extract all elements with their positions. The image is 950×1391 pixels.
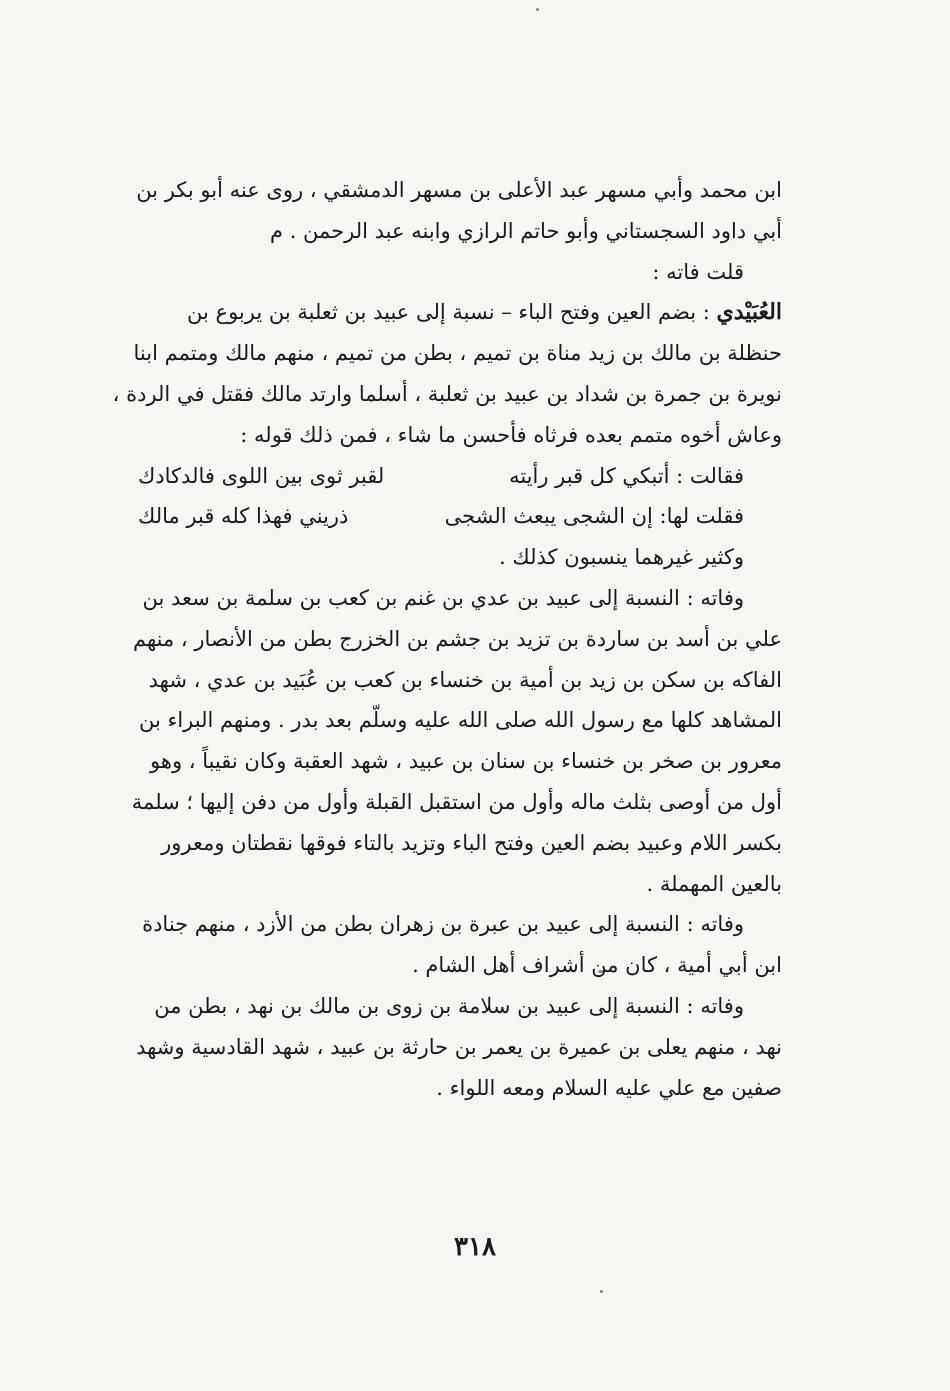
scan-speck (536, 8, 539, 11)
poem-verse (98, 456, 782, 497)
text-line: ابن أبي أمية ، كان من أشراف أهل الشام . (412, 953, 782, 978)
text-line: قلت فاته : (652, 259, 744, 284)
scan-speck (600, 1290, 603, 1293)
verse-first-hemistich: فقالت : أتبكي كل قبر رأيته (509, 463, 744, 488)
text-line: وفاته : النسبة إلى عبيد بن سلامة بن زوى بن مالك بن نهد ، بطن من (154, 993, 744, 1018)
text-line: المشاهد كلها مع رسول الله صلى الله عليه وسلّم بعد بدر . ومنهم البراء بن (138, 708, 782, 733)
text-line: حنظلة بن مالك بن زيد مناة بن تميم ، بطن من تميم ، منهم مالك ومتمم ابنا (133, 341, 782, 366)
text-line: أبي داود السجستاني وأبو حاتم الرازي وابنه عبد الرحمن . م (270, 218, 782, 243)
text-line: علي بن أسد بن ساردة بن تزيد بن جشم بن الخزرج بطن من الأنصار ، منهم (133, 626, 782, 651)
text-line: نهد ، منهم يعلى بن عميرة بن يعمر بن حارثة بن عبيد ، شهد القادسية وشهد (136, 1034, 782, 1059)
text-line: ابن محمد وأبي مسهر عبد الأعلى بن مسهر الدمشقي ، روى عنه أبو بكر بن (136, 178, 782, 202)
verse-second-hemistich: لقبر ثوى بين اللوى فالدكادك (138, 463, 385, 488)
text-line: وفاته : النسبة إلى عبيد بن عبرة بن زهران بطن من الأزد ، منهم جنادة (142, 912, 744, 937)
text-line: وعاش أخوه متمم بعده فرثاه فأحسن ما شاء ، فمن ذلك قوله : (240, 422, 782, 447)
text-line: صفين مع علي عليه السلام ومعه اللواء . (436, 1075, 782, 1100)
text-line: وفاته : النسبة إلى عبيد بن عدي بن غنم بن كعب بن سلمة بن سعد بن (142, 585, 744, 610)
text-line: أول من أوصى بثلث ماله وأول من استقبل القبلة وأول من دفن إليها ؛ سلمة (131, 789, 782, 814)
entry-heading-line: العُبَيْدي : بضم العين وفتح الباء – نسبة إلى عبيد بن ثعلبة بن يربوع بن (187, 299, 782, 326)
text-line: معرور بن صخر بن خنساء بن سنان بن عبيد ، شهد العقبة وكان نقيباً ، وهو (150, 749, 782, 774)
entry-heading-term: العُبَيْدي (716, 299, 782, 326)
verse-second-hemistich: ذريني فهذا كله قبر مالك (138, 504, 349, 529)
verse-first-hemistich: فقلت لها: إن الشجى يبعث الشجى (444, 504, 744, 529)
body-text (98, 170, 782, 1108)
text-line: وكثير غيرهما ينسبون كذلك . (499, 545, 744, 570)
text-line: الفاكه بن سكن بن زيد بن أمية بن خنساء بن كعب بن عُبَيد بن عدي ، شهد (148, 667, 782, 692)
text-line: نويرة بن جمرة بن شداد بن عبيد بن ثعلبة ، أسلما وارتد مالك فقتل في الردة ، (112, 381, 782, 406)
page-number: ٣١٨ (454, 1232, 496, 1262)
text-line: بكسر اللام وعبيد بضم العين وفتح الباء وتزيد بالتاء فوقها نقطتان ومعرور (161, 830, 782, 855)
poem-verse (98, 496, 782, 537)
text-line: بالعين المهملة . (646, 871, 782, 896)
